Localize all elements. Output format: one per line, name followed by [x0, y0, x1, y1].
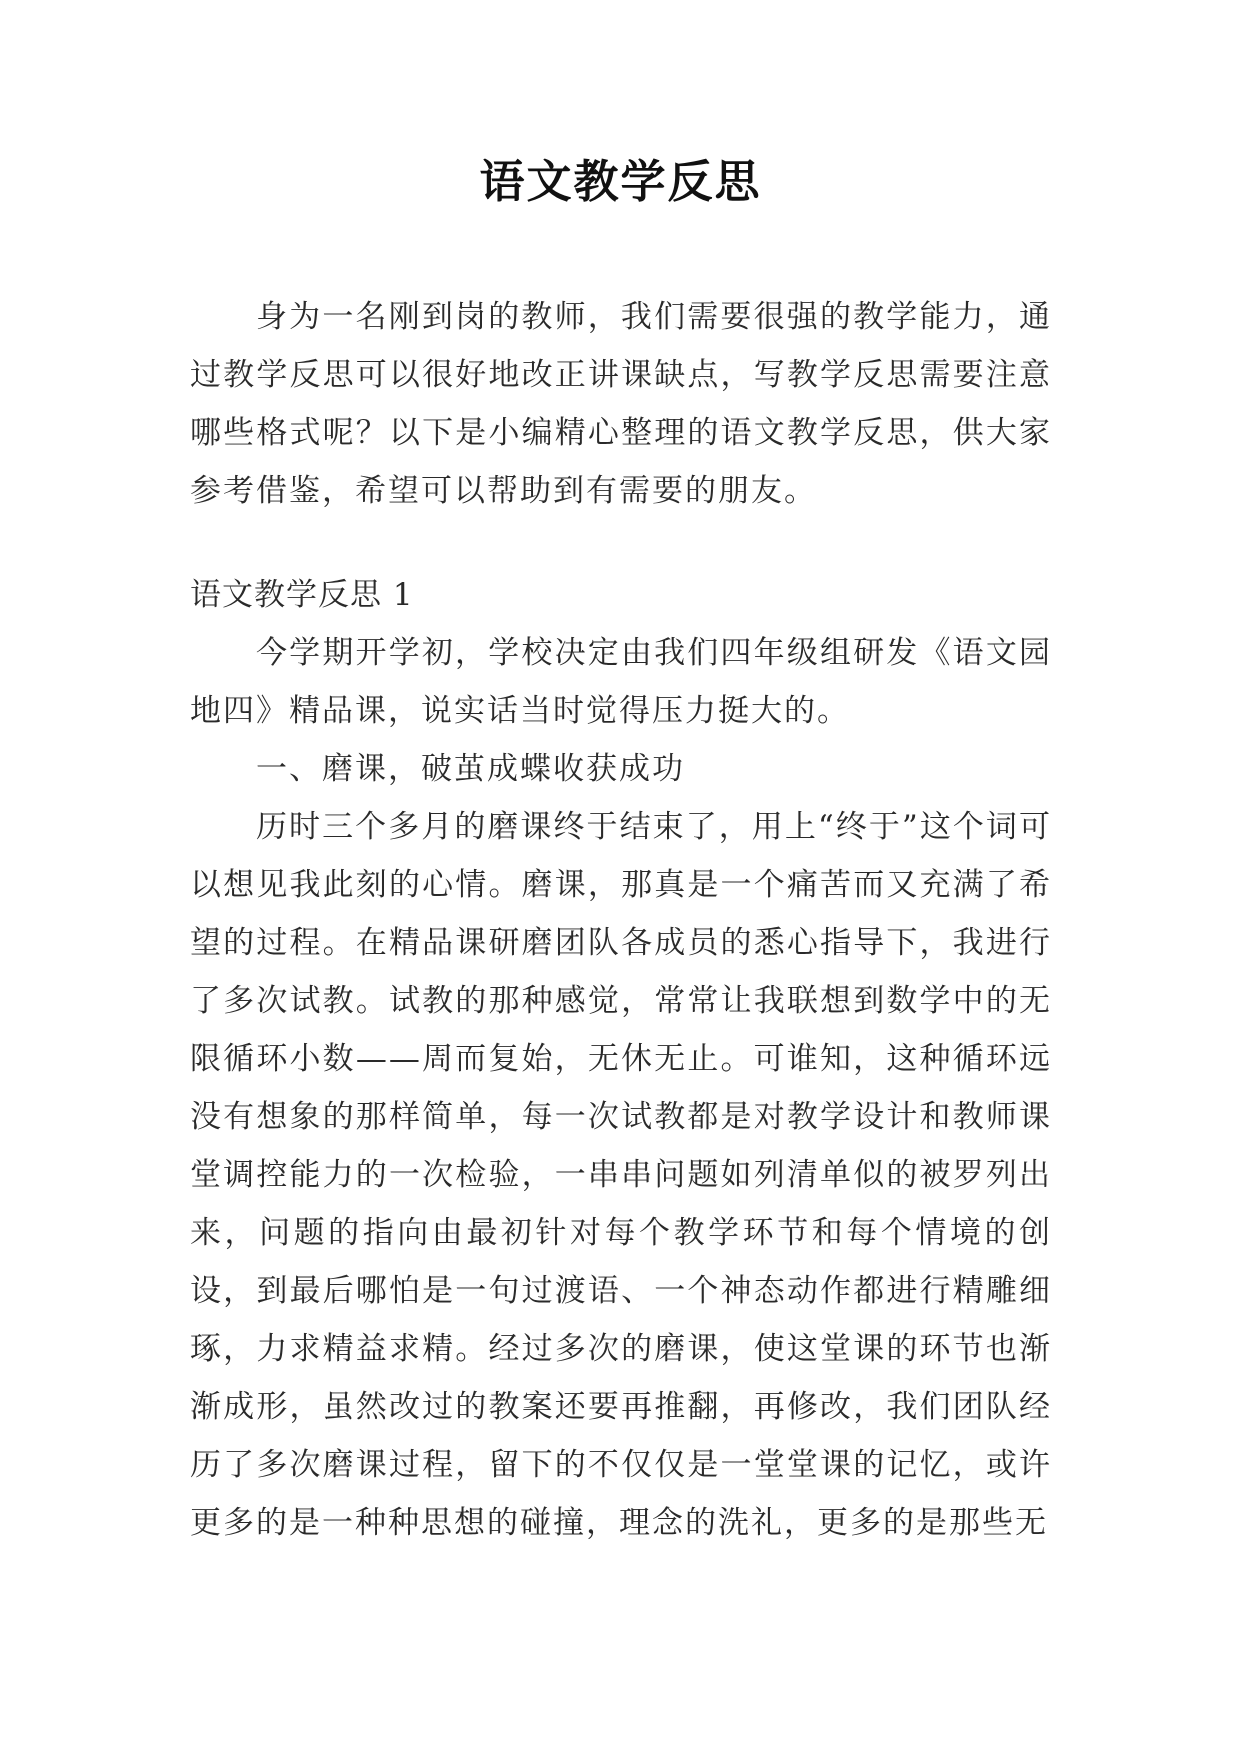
paragraph-spacer — [190, 520, 1052, 566]
body-paragraph-1: 今学期开学初，学校决定由我们四年级组研发《语文园地四》精品课，说实话当时觉得压力挺大的。 — [190, 635, 1052, 729]
body-paragraph-2: 历时三个多月的磨课终于结束了，用上“终于”这个词可以想见我此刻的心情。磨课，那真是一个痛苦而又充满了希望的过程。在精品课研磨团队各成员的悉心指导下，我进行了多次试教。试教的那种感觉，常常让我联想到数学中的无限循环小数——周而复始，无休无止。可谁知，这种循环远没有想象的那样简单，每一次试教都是对教学设计和教师课堂调控能力的一次检验，一串串问题如列清单似的被罗列出来，问题的指向由最初针对每个教学环节和每个情境的创设，到最后哪怕是一句过渡语、一个神态动作都进行精雕细琢，力求精益求精。经过多次的磨课，使这堂课的环节也渐渐成形，虽然改过的教案还要再推翻，再修改，我们团队经历了多次磨课过程，留下的不仅仅是一堂堂课的记忆，或许更多的是一种种思想的碰撞，理念的洗礼，更多的是那些无 — [190, 809, 1052, 1541]
section-heading: 语文教学反思 1 — [190, 577, 414, 613]
document-title: 语文教学反思 — [479, 155, 762, 208]
intro-paragraph: 身为一名刚到岗的教师，我们需要很强的教学能力，通过教学反思可以很好地改正讲课缺点，写教学反思需要注意哪些格式呢？以下是小编精心整理的语文教学反思，供大家参考借鉴，希望可以帮助到有需要的朋友。 — [190, 299, 1052, 509]
document-body — [190, 288, 1052, 1552]
subheading-paragraph: 一、磨课，破茧成蝶收获成功 — [256, 751, 685, 787]
